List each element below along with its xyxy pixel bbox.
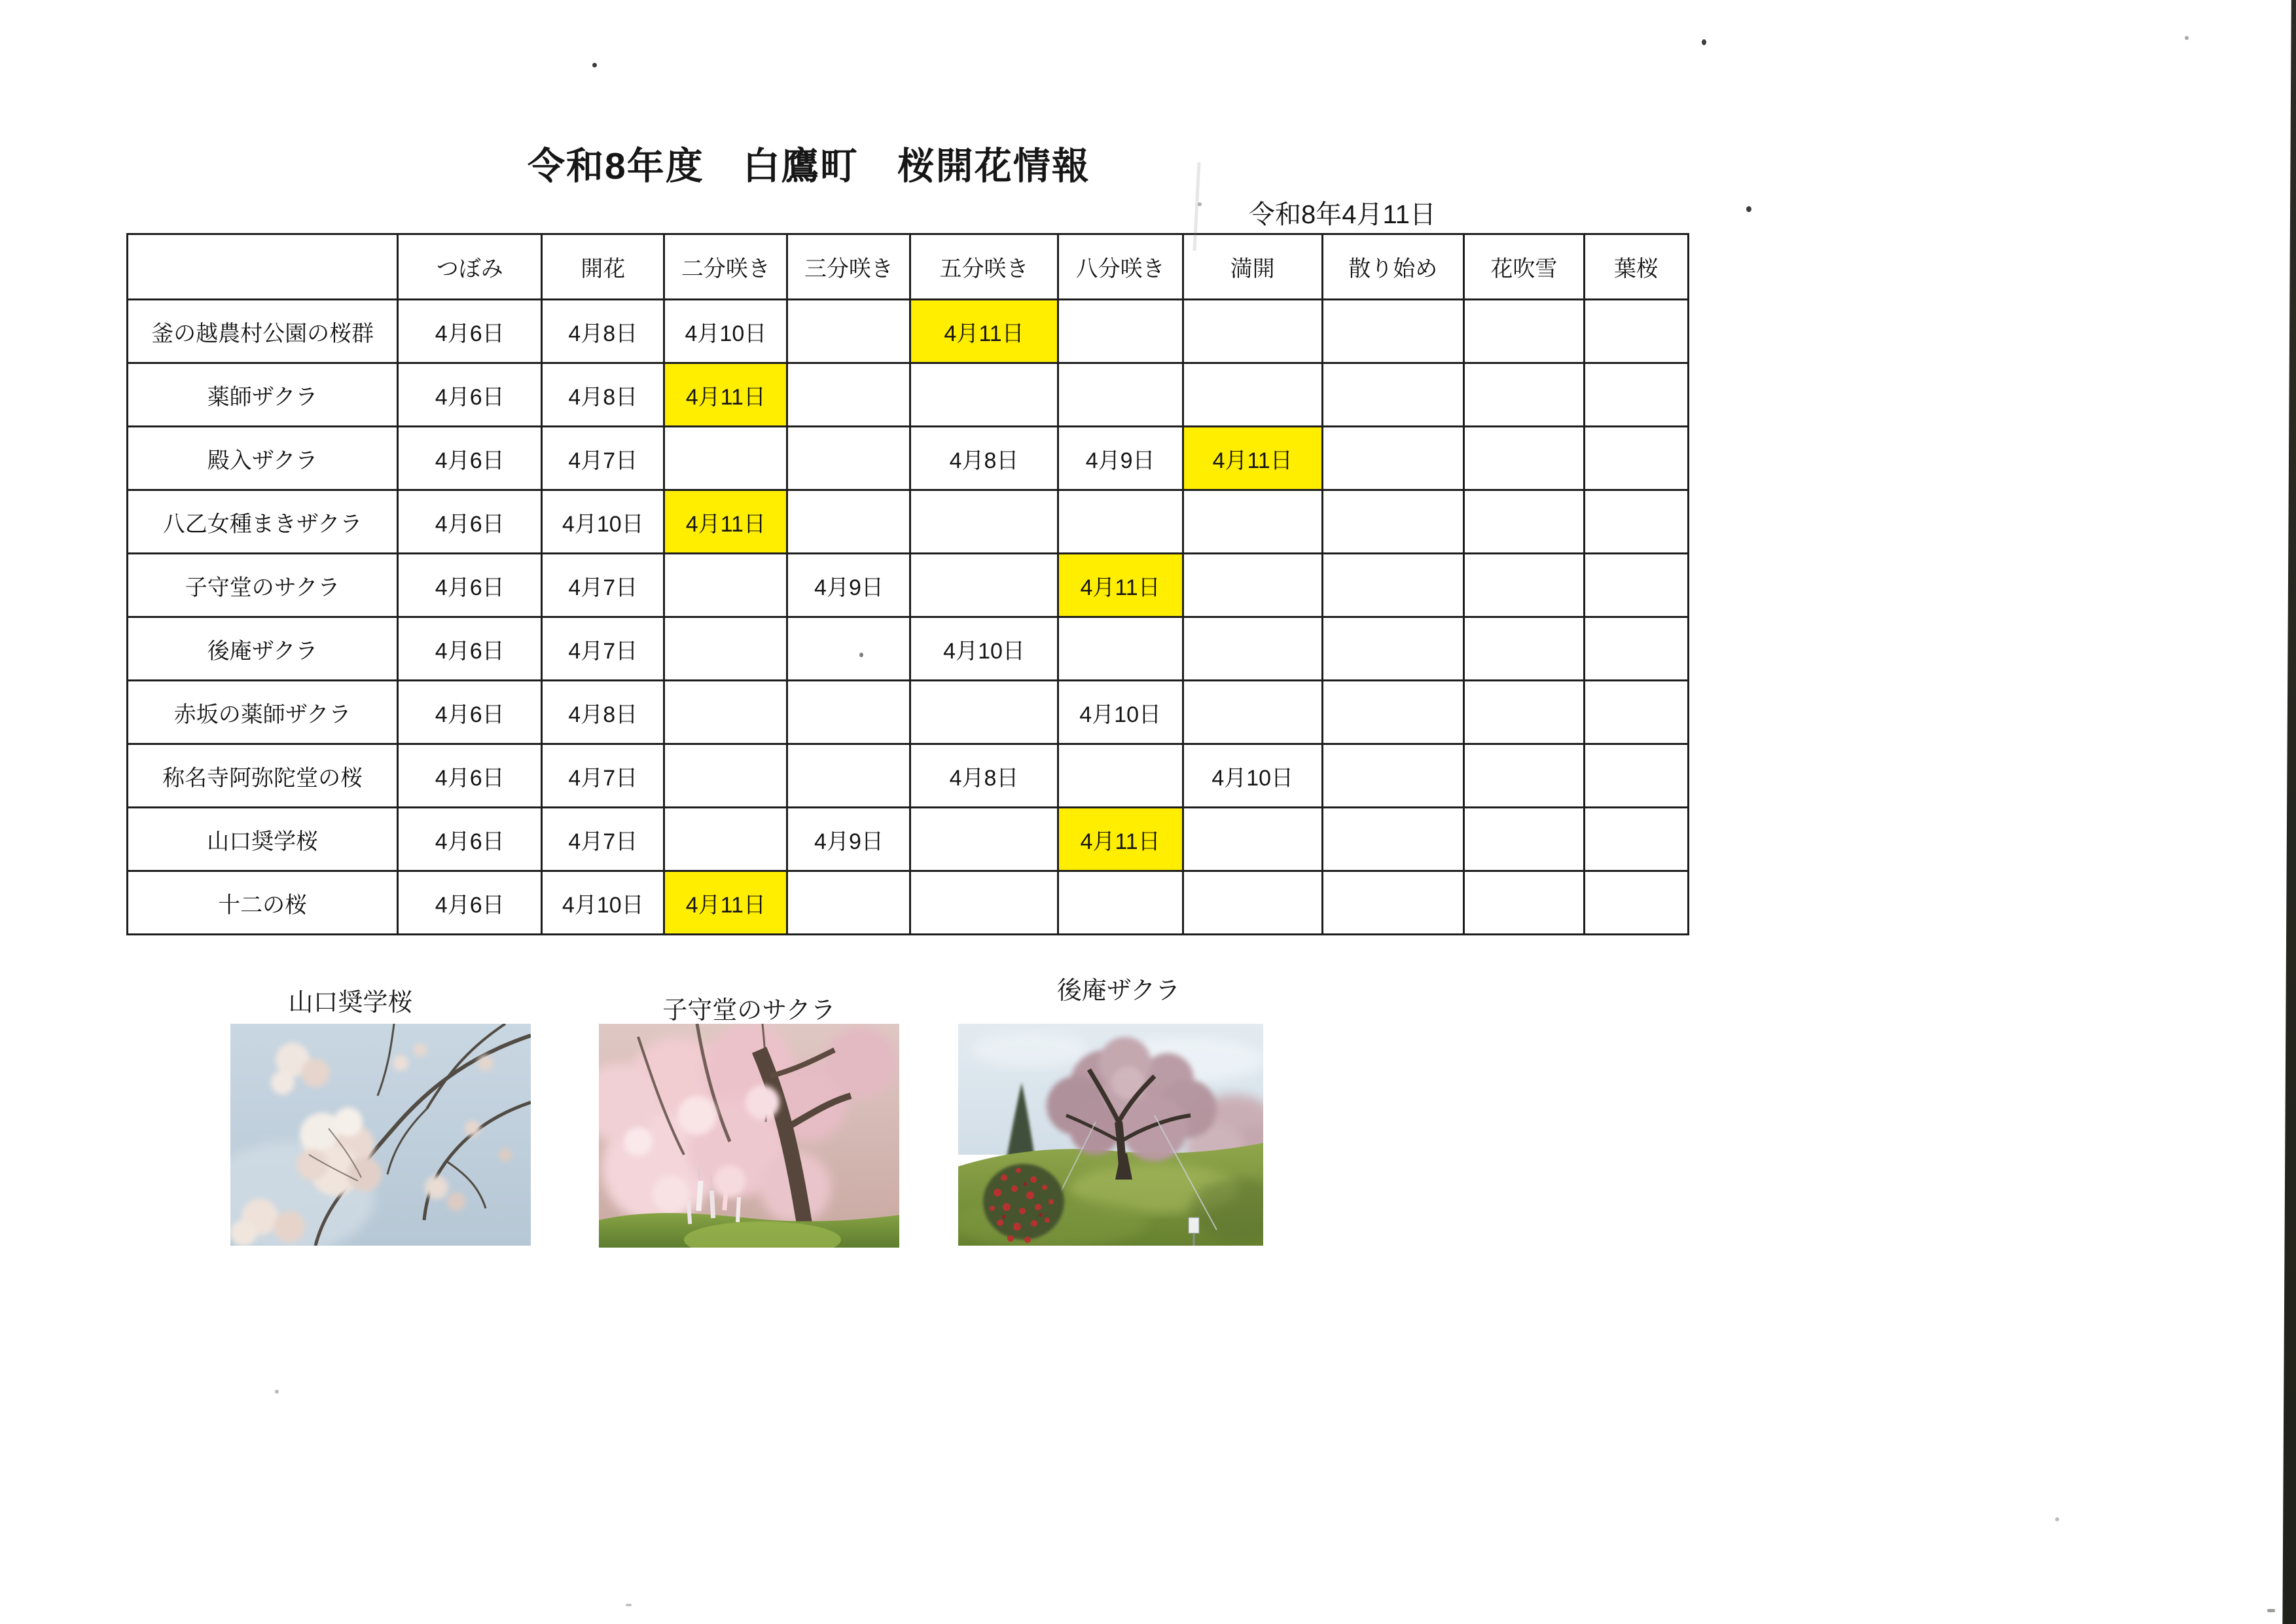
date-cell: 4月6日 [398,681,542,744]
date-cell: 4月7日 [542,554,664,617]
date-cell [1463,744,1584,808]
date-cell [1183,617,1322,681]
spot-name-cell: 薬師ザクラ [128,363,398,427]
date-cell: 4月7日 [542,808,664,871]
date-cell [1183,554,1322,617]
table-row [128,300,1689,363]
date-cell: 4月11日 [1058,808,1183,871]
spot-name-cell: 殿入ザクラ [128,427,398,490]
scan-edge-artifact [2280,0,2296,1624]
date-cell: 4月8日 [910,744,1058,808]
date-cell [1463,554,1584,617]
date-cell [1584,681,1688,744]
table-row [128,744,1689,808]
date-cell [1322,808,1463,871]
date-cell: 4月6日 [398,363,542,427]
scan-speck [626,1604,632,1606]
date-cell [1463,300,1584,363]
table-row [128,554,1689,617]
date-cell [787,871,910,935]
date-cell [910,490,1058,554]
date-cell [1584,617,1688,681]
date-cell [910,681,1058,744]
date-cell [664,808,787,871]
scan-speck [2267,1609,2275,1612]
date-cell [1463,808,1584,871]
date-cell [910,554,1058,617]
date-cell [1322,427,1463,490]
date-cell: 4月7日 [542,427,664,490]
date-cell: 4月6日 [398,808,542,871]
scan-speck [592,63,597,67]
photo-caption: 後庵ザクラ [1056,977,1181,1005]
date-cell: 4月10日 [910,617,1058,681]
date-cell [1183,490,1322,554]
stage-header: 散り始め [1322,234,1463,300]
date-cell: 4月11日 [664,871,787,935]
date-cell [1058,617,1183,681]
date-cell [1322,744,1463,808]
date-cell: 4月6日 [398,490,542,554]
date-cell [1183,808,1322,871]
table-row [128,427,1689,490]
date-cell [1058,300,1183,363]
stage-header: 葉桜 [1584,234,1688,300]
stage-header: つぼみ [398,234,542,300]
date-cell [1322,363,1463,427]
date-cell: 4月9日 [787,808,910,871]
date-cell [787,681,910,744]
date-cell [1058,871,1183,935]
spot-name-cell: 八乙女種まきザクラ [128,490,398,554]
photo-image-blossom-closeup [230,1024,531,1246]
date-cell [787,300,910,363]
spot-name-cell: 後庵ザクラ [128,617,398,681]
date-cell: 4月10日 [542,490,664,554]
date-cell: 4月7日 [542,617,664,681]
date-cell [1463,871,1584,935]
date-cell: 4月11日 [1058,554,1183,617]
date-cell: 4月10日 [1058,681,1183,744]
stage-header: 二分咲き [664,234,787,300]
scan-speck [1198,202,1202,206]
table-row [128,363,1689,427]
scan-speck [1702,39,1706,45]
date-cell [1058,490,1183,554]
stage-header: 三分咲き [787,234,910,300]
date-cell: 4月11日 [664,490,787,554]
spot-name-cell: 十二の桜 [128,871,398,935]
date-cell [1584,871,1688,935]
date-cell [1183,681,1322,744]
date-cell [1183,363,1322,427]
date-cell [1322,871,1463,935]
stage-header: 五分咲き [910,234,1058,300]
date-cell [1183,871,1322,935]
date-cell [787,744,910,808]
stage-header: 花吹雪 [1463,234,1584,300]
photo-image-weeping-cherry [599,1024,899,1248]
scan-speck [2185,36,2189,40]
spot-name-cell: 子守堂のサクラ [128,554,398,617]
date-cell [664,554,787,617]
date-cell: 4月6日 [398,554,542,617]
table-row [128,681,1689,744]
table-row [128,490,1689,554]
date-cell [910,363,1058,427]
date-cell [1463,681,1584,744]
date-cell [1322,490,1463,554]
date-cell: 4月11日 [1183,427,1322,490]
date-cell [910,808,1058,871]
date-cell: 4月11日 [910,300,1058,363]
date-cell [910,871,1058,935]
scan-speck [1746,206,1751,212]
corner-cell [128,234,398,300]
date-cell [664,744,787,808]
date-cell [1463,490,1584,554]
date-cell [1463,427,1584,490]
spot-name-cell: 山口奨学桜 [128,808,398,871]
date-cell: 4月6日 [398,871,542,935]
date-cell [1322,681,1463,744]
table-header-row [128,234,1689,300]
stage-header: 八分咲き [1058,234,1183,300]
sakura-photo-goan [958,977,1263,1246]
date-cell [1584,363,1688,427]
date-cell [1584,300,1688,363]
date-cell: 4月7日 [542,744,664,808]
date-cell: 4月9日 [787,554,910,617]
date-cell [787,363,910,427]
sakura-photo-yamaguchi [230,989,531,1246]
date-cell: 4月10日 [542,871,664,935]
date-cell [1058,744,1183,808]
table-row [128,617,1689,681]
date-cell [664,427,787,490]
spot-name-cell: 称名寺阿弥陀堂の桜 [128,744,398,808]
date-cell [1584,554,1688,617]
stage-header: 満開 [1183,234,1322,300]
scan-speck [275,1390,279,1394]
date-cell: 4月10日 [1183,744,1322,808]
date-cell [1584,808,1688,871]
date-cell [1322,617,1463,681]
stage-header: 開花 [542,234,664,300]
table-row [128,808,1689,871]
photo-caption: 子守堂のサクラ [662,997,836,1024]
spot-name-cell: 赤坂の薬師ザクラ [128,681,398,744]
date-cell: 4月6日 [398,427,542,490]
date-cell: 4月9日 [1058,427,1183,490]
date-cell: 4月6日 [398,744,542,808]
date-cell: 4月6日 [398,617,542,681]
date-cell [787,490,910,554]
date-cell [1584,427,1688,490]
date-cell: 4月8日 [542,300,664,363]
page-title: 令和8年度 白鷹町 桜開花情報 [528,145,1090,187]
photo-image-cherry-tree-landscape [958,1024,1263,1246]
table-row [128,871,1689,935]
spot-name-cell: 釜の越農村公園の桜群 [128,300,398,363]
sakura-photo-komorido [599,997,899,1248]
bloom-status-table [126,233,1689,935]
date-cell [1584,490,1688,554]
date-cell [1584,744,1688,808]
date-cell [1322,554,1463,617]
scan-speck [859,653,863,657]
date-cell [787,427,910,490]
date-cell: 4月8日 [542,681,664,744]
scan-speck [2055,1517,2059,1521]
date-cell [1463,363,1584,427]
date-cell: 4月6日 [398,300,542,363]
date-cell: 4月10日 [664,300,787,363]
date-cell: 4月8日 [542,363,664,427]
date-cell: 4月11日 [664,363,787,427]
date-cell [664,681,787,744]
date-cell [1183,300,1322,363]
date-cell [787,617,910,681]
date-cell [1322,300,1463,363]
photo-caption: 山口奨学桜 [288,989,413,1017]
date-cell [664,617,787,681]
date-cell [1463,617,1584,681]
report-date: 令和8年4月11日 [1249,200,1437,229]
date-cell: 4月8日 [910,427,1058,490]
date-cell [1058,363,1183,427]
